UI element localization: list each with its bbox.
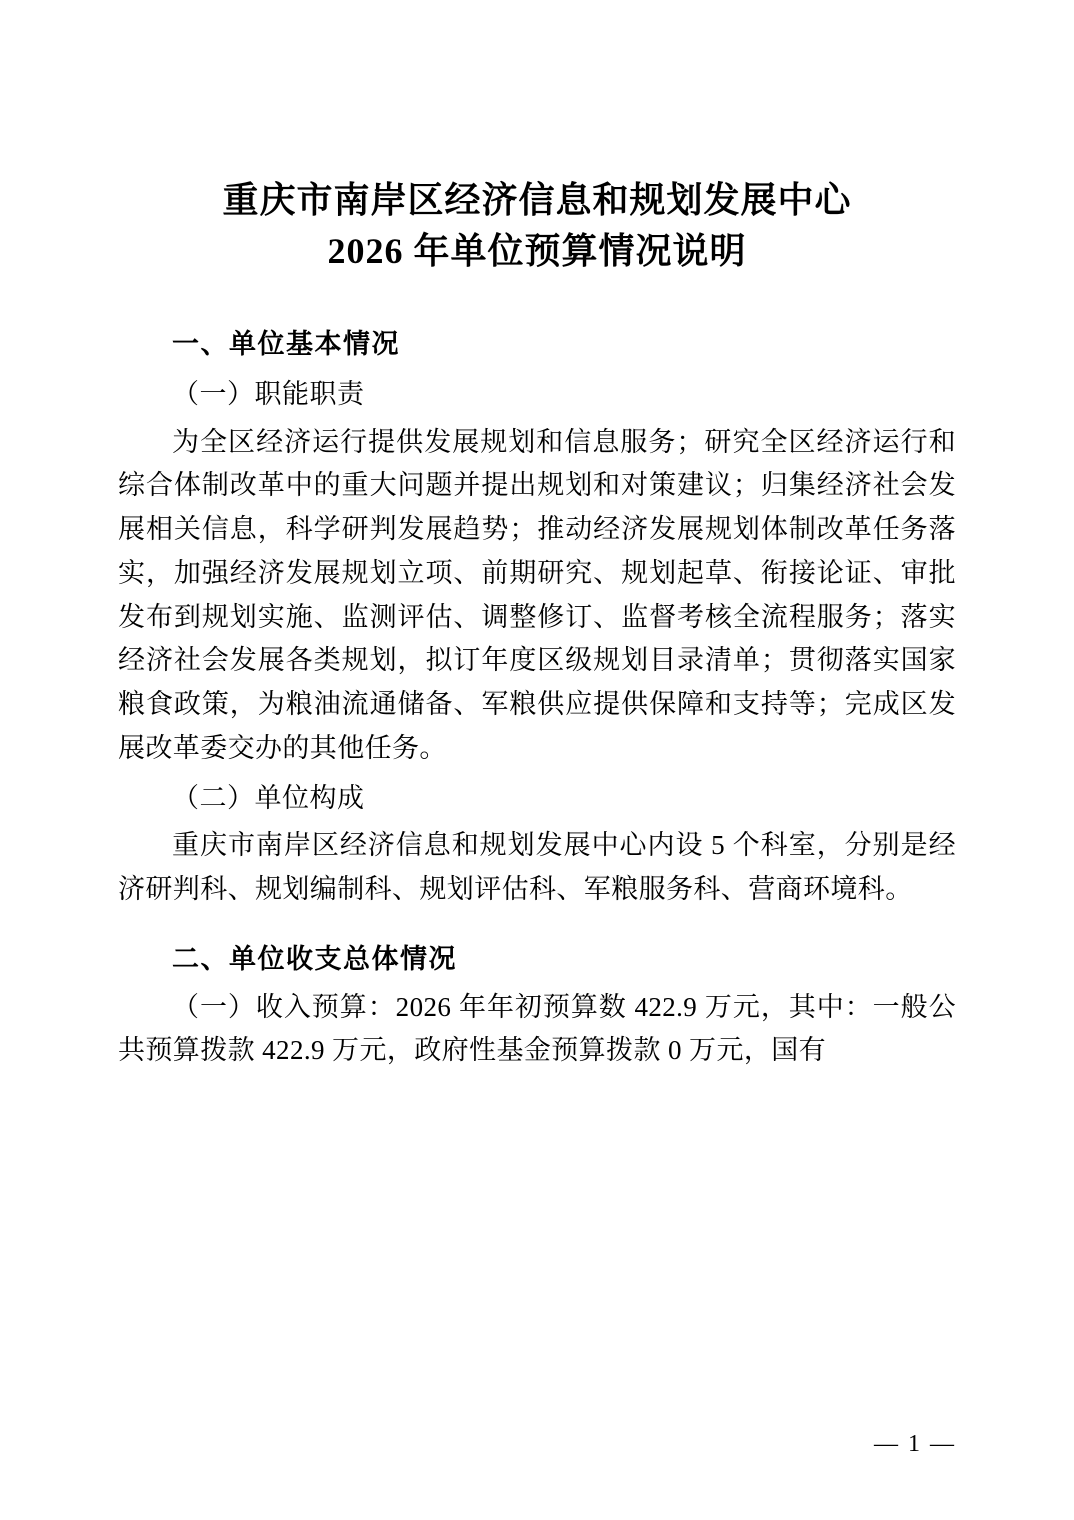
paragraph-composition: 重庆市南岸区经济信息和规划发展中心内设 5 个科室，分别是经济研判科、规划编制科、规划评估科、军粮服务科、营商环境科。	[118, 830, 956, 905]
title-body-spacer	[118, 283, 956, 297]
sub-heading-1-1: （一）职能职责	[172, 378, 365, 409]
page-title	[118, 175, 956, 277]
page-number: — 1 —	[874, 1431, 956, 1457]
paragraph-duties: 为全区经济运行提供发展规划和信息服务；研究全区经济运行和综合体制改革中的重大问题并提出规划和对策建议；归集经济社会发展相关信息，科学研判发展趋势；推动经济发展规划体制改革任务落实，加强经济发展规划立项、前期研究、规划起草、衔接论证、审批发布到规划实施、监测评估、调整修订、监督考核全流程服务；落实经济社会发展各类规划，拟订年度区级规划目录清单；贯彻落实国家粮食政策，为粮油流通储备、军粮供应提供保障和支持等；完成区发展改革委交办的其他任务。	[118, 426, 956, 763]
page-title-line-2: 2026 年单位预算情况说明	[327, 231, 747, 272]
sub-heading-1-2: （二）单位构成	[172, 782, 365, 813]
paragraph-revenue-budget: （一）收入预算：2026 年年初预算数 422.9 万元，其中：一般公共预算拨款 422.9 万元，政府性基金预算拨款 0 万元，国有	[118, 991, 956, 1066]
section-heading-1: 一、单位基本情况	[172, 329, 400, 360]
section-heading-2: 二、单位收支总体情况	[172, 943, 457, 974]
page-title-line-1: 重庆市南岸区经济信息和规划发展中心	[222, 180, 852, 220]
